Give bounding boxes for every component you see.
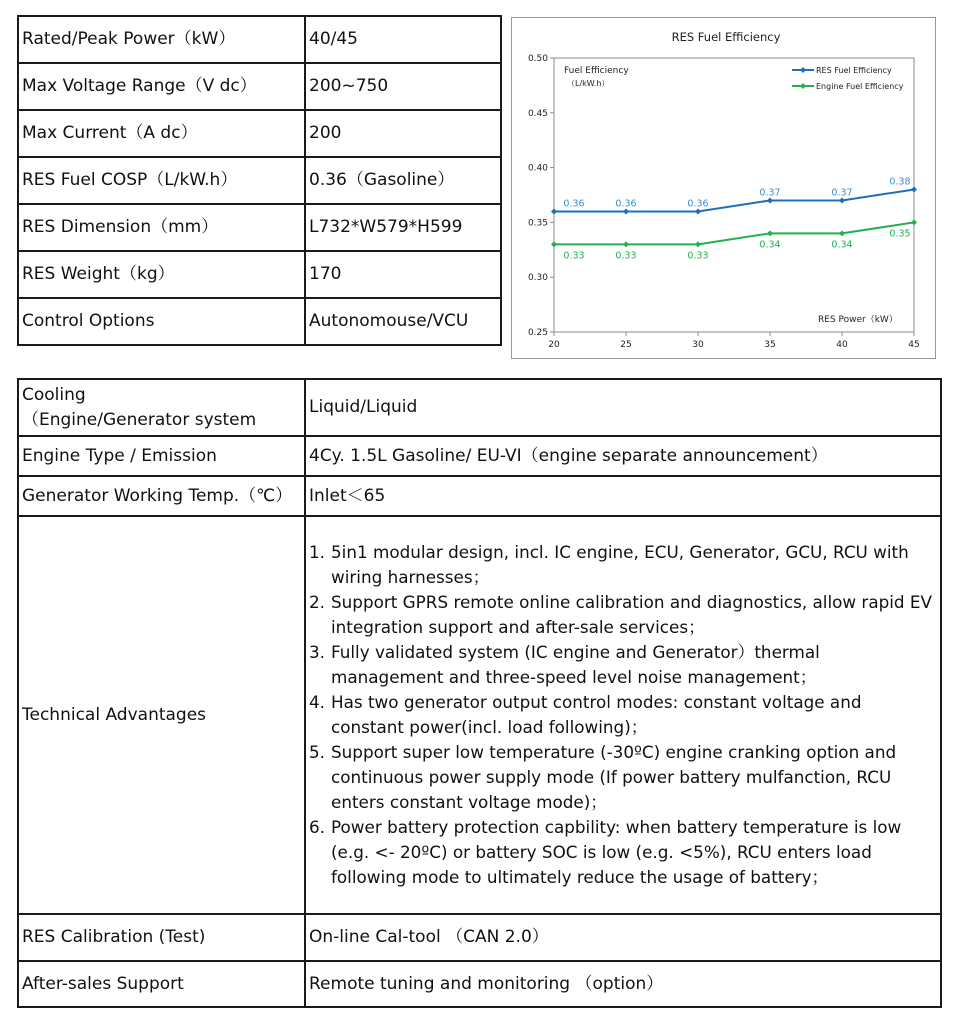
row-value: 0.36（Gasoline） xyxy=(305,157,501,204)
row-label: Control Options xyxy=(18,298,305,345)
table-row xyxy=(18,157,501,204)
advantages-value xyxy=(305,516,941,914)
table-row xyxy=(18,436,941,476)
cooling-value: Liquid/Liquid xyxy=(305,379,941,436)
chart-title: RES Fuel Efficiency xyxy=(671,30,781,44)
data-label: 0.36 xyxy=(687,198,709,210)
gen-temp-value: Inlet＜65 xyxy=(305,476,941,516)
gen-temp-label: Generator Working Temp.（℃） xyxy=(18,476,305,516)
row-label: Max Current（A dc） xyxy=(18,110,305,157)
y-tick-label: 0.25 xyxy=(527,328,548,338)
chart-ylabel-unit: （L/kW.h） xyxy=(567,79,610,88)
chart-yticks xyxy=(528,54,548,338)
data-label: 0.33 xyxy=(615,250,637,262)
data-point xyxy=(623,241,629,247)
list-item xyxy=(309,815,937,890)
row-value: 200~750 xyxy=(305,63,501,110)
cooling-label-line2: （Engine/Generator system xyxy=(22,409,257,430)
data-label: 0.36 xyxy=(615,198,637,210)
table-row xyxy=(18,379,941,436)
chart-series xyxy=(551,177,917,262)
x-tick-label: 20 xyxy=(548,340,560,350)
engine-value: 4Cy. 1.5L Gasoline/ EU-VI（engine separate announcement） xyxy=(305,436,941,476)
row-label: RES Fuel COSP（L/kW.h） xyxy=(18,157,305,204)
table-row xyxy=(18,16,501,63)
list-item-number: 5. xyxy=(309,742,326,762)
row-value: 40/45 xyxy=(305,16,501,63)
legend-label-engine: Engine Fuel Efficiency xyxy=(816,82,904,91)
row-value: 200 xyxy=(305,110,501,157)
fuel-efficiency-chart xyxy=(511,17,936,359)
data-point xyxy=(911,187,917,193)
list-item-text: 5in1 modular design, incl. IC engine, ECU, Generator, GCU, RCU with wiring harnesses； xyxy=(331,542,909,587)
cooling-label xyxy=(18,379,305,436)
series-line xyxy=(554,190,914,212)
list-item-number: 4. xyxy=(309,692,326,712)
row-label: RES Dimension（mm） xyxy=(18,204,305,251)
x-tick-label: 30 xyxy=(692,340,704,350)
table-row xyxy=(18,961,941,1007)
engine-label: Engine Type / Emission xyxy=(18,436,305,476)
data-label: 0.35 xyxy=(889,228,911,240)
after-sales-label: After-sales Support xyxy=(18,961,305,1007)
advantages-label: Technical Advantages xyxy=(18,516,305,914)
table-row xyxy=(18,204,501,251)
chart-legend xyxy=(792,66,904,91)
table-row xyxy=(18,63,501,110)
y-tick-label: 0.35 xyxy=(527,218,548,229)
list-item-text: Power battery protection capbility: when battery temperature is low (e.g. <- 20ºC) or battery SOC is low (e.g. <5%), RCU enters load following mode to ultimately reduce the usage of battery； xyxy=(331,817,902,887)
legend-marker-engine xyxy=(800,83,806,89)
list-item xyxy=(309,540,937,590)
list-item-text: Has two generator output control modes: constant voltage and constant power(incl. load following)； xyxy=(331,692,862,737)
calibration-value: On-line Cal-tool （CAN 2.0） xyxy=(305,914,941,961)
table-row xyxy=(18,298,501,345)
row-value: Autonomouse/VCU xyxy=(305,298,501,345)
data-label: 0.37 xyxy=(759,187,781,199)
table-row xyxy=(18,516,941,914)
data-label: 0.33 xyxy=(563,250,585,262)
data-label: 0.37 xyxy=(831,187,853,199)
table-row xyxy=(18,914,941,961)
list-item xyxy=(309,590,937,640)
row-value: L732*W579*H599 xyxy=(305,204,501,251)
data-label: 0.34 xyxy=(759,239,781,251)
list-item-number: 6. xyxy=(309,817,326,837)
cooling-label-line1: Cooling xyxy=(22,384,86,405)
list-item-text: Fully validated system (IC engine and Generator）thermal management and three-speed level noise management； xyxy=(331,642,820,687)
row-label: Rated/Peak Power（kW） xyxy=(18,16,305,63)
y-tick-label: 0.40 xyxy=(527,163,548,174)
chart-canvas xyxy=(512,18,935,358)
data-point xyxy=(695,241,701,247)
legend-marker-res xyxy=(800,67,806,73)
calibration-label: RES Calibration (Test) xyxy=(18,914,305,961)
data-label: 0.33 xyxy=(687,250,709,262)
row-value: 170 xyxy=(305,251,501,298)
x-tick-label: 35 xyxy=(764,340,776,350)
x-tick-label: 40 xyxy=(836,340,848,350)
list-item xyxy=(309,640,937,690)
row-label: RES Weight（kg） xyxy=(18,251,305,298)
data-point xyxy=(551,208,557,214)
list-item-number: 2. xyxy=(309,592,326,612)
series-line xyxy=(554,222,914,244)
after-sales-value: Remote tuning and monitoring （option） xyxy=(305,961,941,1007)
list-item xyxy=(309,740,937,815)
spec-table-bottom xyxy=(17,378,942,1008)
list-item-number: 1. xyxy=(309,542,326,562)
advantages-list xyxy=(309,540,937,890)
chart-plot-frame xyxy=(554,58,914,332)
data-point xyxy=(911,219,917,225)
data-label: 0.36 xyxy=(563,198,585,210)
table-row xyxy=(18,476,941,516)
x-tick-label: 25 xyxy=(620,340,632,350)
data-point xyxy=(551,241,557,247)
data-point xyxy=(839,230,845,236)
table-row xyxy=(18,251,501,298)
y-tick-label: 0.45 xyxy=(527,108,548,119)
legend-label-res: RES Fuel Efficiency xyxy=(816,66,892,75)
list-item-text: Support GPRS remote online calibration and diagnostics, allow rapid EV integration support and after-sale services； xyxy=(331,592,933,637)
list-item xyxy=(309,690,937,740)
chart-ylabel: Fuel Efficiency xyxy=(564,66,629,76)
x-tick-label: 45 xyxy=(908,340,920,350)
data-point xyxy=(767,230,773,236)
y-tick-label: 0.30 xyxy=(527,273,548,284)
table-row xyxy=(18,110,501,157)
data-label: 0.34 xyxy=(831,239,853,251)
data-label: 0.38 xyxy=(889,176,911,188)
row-label: Max Voltage Range（V dc） xyxy=(18,63,305,110)
spec-table-top xyxy=(17,15,502,346)
y-tick-label: 0.50 xyxy=(527,54,548,64)
list-item-number: 3. xyxy=(309,642,326,662)
chart-xlabel: RES Power（kW） xyxy=(818,315,898,325)
list-item-text: Support super low temperature (-30ºC) engine cranking option and continuous power supply mode (If power battery mulfanction, RCU enters constant voltage mode)； xyxy=(331,742,897,812)
chart-xticks xyxy=(548,340,919,350)
